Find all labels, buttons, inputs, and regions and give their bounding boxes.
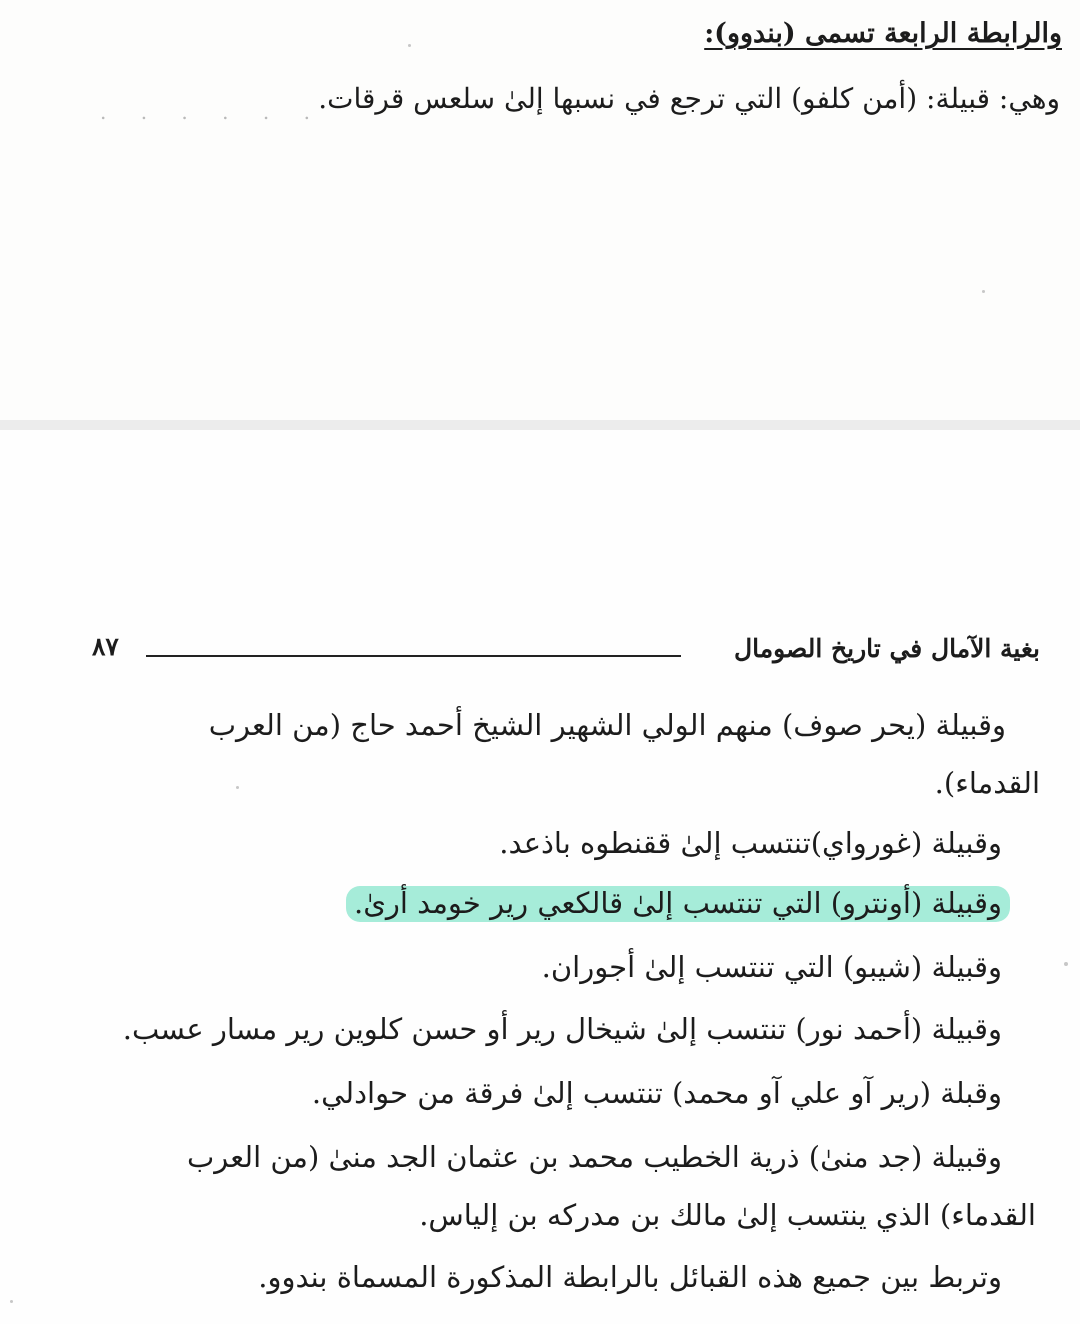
header-rule: [146, 655, 681, 657]
book-title: بغية الآمال في تاريخ الصومال: [733, 634, 1040, 663]
scan-speck: [236, 786, 239, 789]
top-page-scan: [0, 0, 1080, 420]
scan-speck: [982, 290, 985, 293]
body-line: وتربط بين جميع هذه القبائل بالرابطة المذكورة المسماة بندوو.: [258, 1260, 1002, 1294]
scan-dots: . . . . . .: [100, 100, 324, 124]
top-paragraph-line: وهي: قبيلة: (أمن كلفو) التي ترجع في نسبها إلىٰ سلعس قرقات.: [318, 82, 1060, 115]
body-line: وقبيلة (جد منىٰ) ذرية الخطيب محمد بن عثمان الجد منىٰ (من العرب: [186, 1140, 1002, 1174]
section-heading: والرابطة الرابعة تسمى (بندوو):: [704, 18, 1062, 49]
body-line-highlighted: [346, 886, 1010, 920]
body-line: القدماء).: [934, 766, 1040, 800]
scan-speck: [408, 44, 411, 47]
body-line: وقبيلة (يحر صوف) منهم الولي الشهير الشيخ أحمد حاج (من العرب: [208, 708, 1006, 742]
body-line: وقبيلة (أحمد نور) تنتسب إلىٰ شيخال رير أو حسن كلوين رير مسار عسب.: [122, 1012, 1002, 1046]
body-line: القدماء) الذي ينتسب إلىٰ مالك بن مدركه بن إلياس.: [419, 1198, 1036, 1232]
highlight-marker: وقبيلة (أونترو) التي تنتسب إلىٰ قالكعي رير خومد أرىٰ.: [346, 886, 1010, 922]
body-line: وقبيلة (غورواي)تنتسب إلىٰ ققنطوه باذعد.: [499, 826, 1002, 860]
running-header: [88, 630, 1048, 674]
body-line: وقبلة (رير آو علي آو محمد) تنتسب إلىٰ فرقة من حوادلي.: [311, 1076, 1002, 1110]
page-number: ٨٧: [92, 632, 119, 661]
scan-speck: [1064, 962, 1068, 966]
page-divider: [0, 420, 1080, 430]
scan-speck: [10, 1300, 13, 1303]
bottom-page-scan: [0, 430, 1080, 1324]
body-line: وقبيلة (شيبو) التي تنتسب إلىٰ أجوران.: [541, 950, 1002, 984]
